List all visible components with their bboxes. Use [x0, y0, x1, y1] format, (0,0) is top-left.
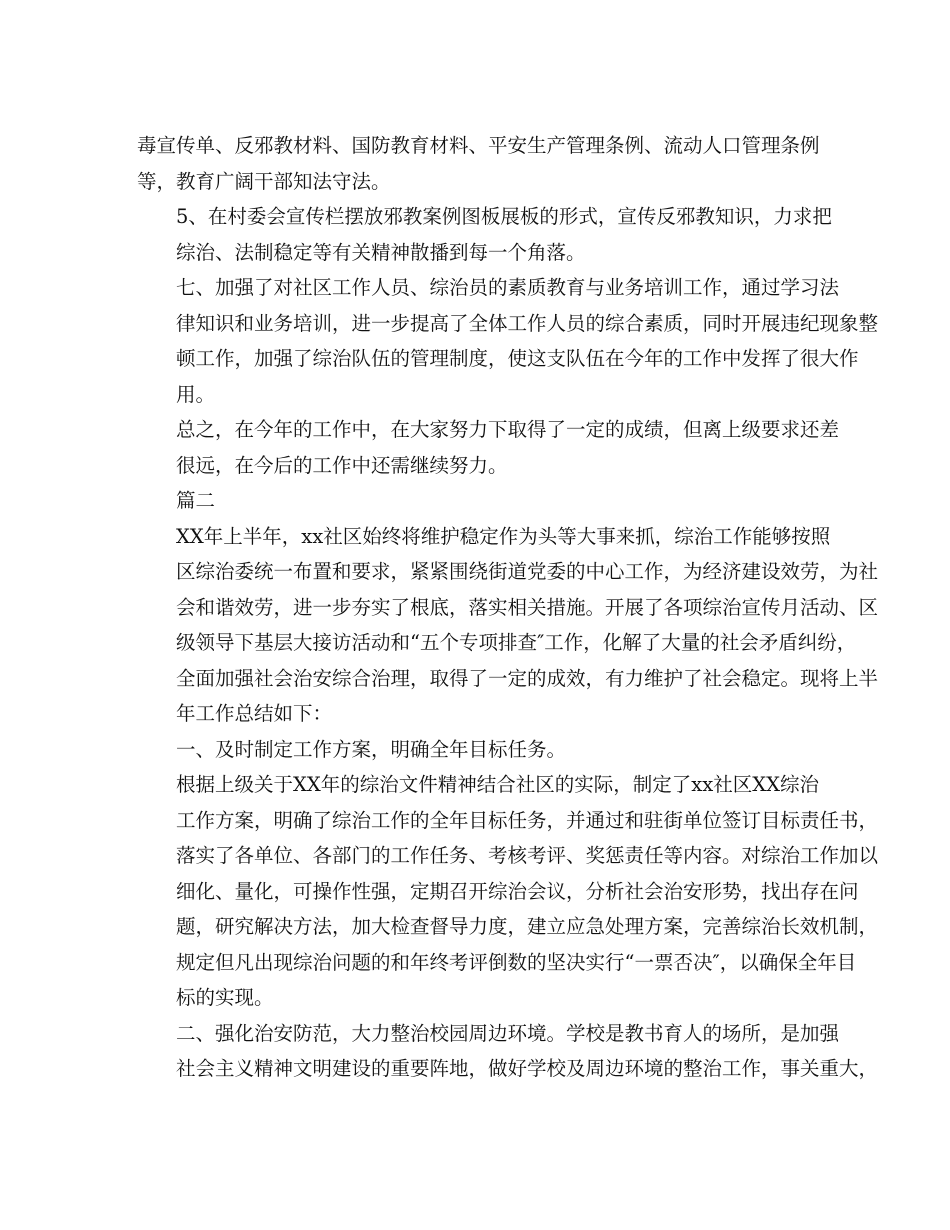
- text-line: 根据上级关于XX年的综治文件精神结合社区的实际，制定了xx社区XX综治: [176, 773, 820, 796]
- text-line: 等，教育广阔干部知法守法。: [137, 169, 391, 193]
- text-line: 总之，在今年的工作中，在大家努力下取得了一定的成绩，但离上级要求还差: [176, 418, 840, 441]
- text-line: 规定但凡出现综治问题的和年终考评倒数的坚决实行“一票否决″，以确保全年目: [176, 950, 857, 974]
- text-line: 级领导下基层大接访活动和“五个专项排查″工作，化解了大量的社会矛盾纠纷，: [176, 631, 857, 654]
- text-line: 二、强化治安防范，大力整治校园周边环境。学校是教书育人的场所，是加强: [176, 1021, 840, 1045]
- text-line: 5、在村委会宣传栏摆放邪教案例图板展板的形式，宣传反邪教知识，力求把: [176, 205, 832, 228]
- text-line: 社会主义精神文明建设的重要阵地，做好学校及周边环境的整治工作，事关重大，: [176, 1057, 879, 1080]
- text-line: 顿工作，加强了综治队伍的管理制度，使这支队伍在今年的工作中发挥了很大作: [176, 347, 859, 370]
- document-body: [137, 128, 879, 1087]
- text-line: 律知识和业务培训，进一步提高了全体工作人员的综合素质，同时开展违纪现象整: [176, 311, 879, 335]
- paragraph: [137, 483, 817, 519]
- text-line: 七、加强了对社区工作人员、综治员的素质教育与业务培训工作，通过学习法: [176, 276, 840, 299]
- text-line: XX年上半年，xx社区始终将维护稳定作为头等大事来抓，综治工作能够按照: [176, 524, 831, 548]
- text-line: 年工作总结如下：: [176, 702, 333, 725]
- text-line: 一、及时制定工作方案，明确全年目标任务。: [176, 737, 567, 761]
- text-line: 落实了各单位、各部门的工作任务、考核考评、奖惩责任等内容。对综治工作加以: [176, 844, 879, 867]
- text-line: 标的实现。: [176, 986, 274, 1009]
- text-line: 用。: [176, 382, 216, 406]
- text-line: 很远，在今后的工作中还需继续努力。: [176, 453, 508, 477]
- paragraph: [137, 732, 817, 768]
- text-line: 篇二: [176, 489, 216, 512]
- paragraph: [137, 270, 879, 412]
- text-line: 全面加强社会治安综合治理，取得了一定的成效，有力维护了社会稳定。现将上半: [176, 666, 879, 690]
- text-line: 细化、量化，可操作性强，定期召开综治会议，分析社会治安形势，找出存在问: [176, 879, 859, 903]
- text-line: 题，研究解决方法，加大检查督导力度，建立应急处理方案，完善综治长效机制，: [176, 915, 879, 938]
- text-line: 区综治委统一布置和要求，紧紧围绕街道党委的中心工作，为经济建设效劳，为社: [176, 560, 879, 583]
- text-line: 工作方案，明确了综治工作的全年目标任务，并通过和驻街单位签订目标责任书，: [176, 808, 879, 832]
- text-line: 毒宣传单、反邪教材料、国防教育材料、平安生产管理条例、流动人口管理条例: [137, 134, 820, 157]
- paragraph: [137, 767, 879, 1016]
- paragraph: [137, 199, 832, 270]
- paragraph: [137, 519, 879, 732]
- text-line: 综治、法制稳定等有关精神散播到每一个角落。: [176, 240, 586, 264]
- paragraph: [137, 128, 820, 199]
- text-line: 会和谐效劳，进一步夯实了根底，落实相关措施。开展了各项综治宣传月活动、区: [176, 595, 879, 619]
- paragraph: [137, 412, 840, 483]
- paragraph: [137, 1016, 879, 1087]
